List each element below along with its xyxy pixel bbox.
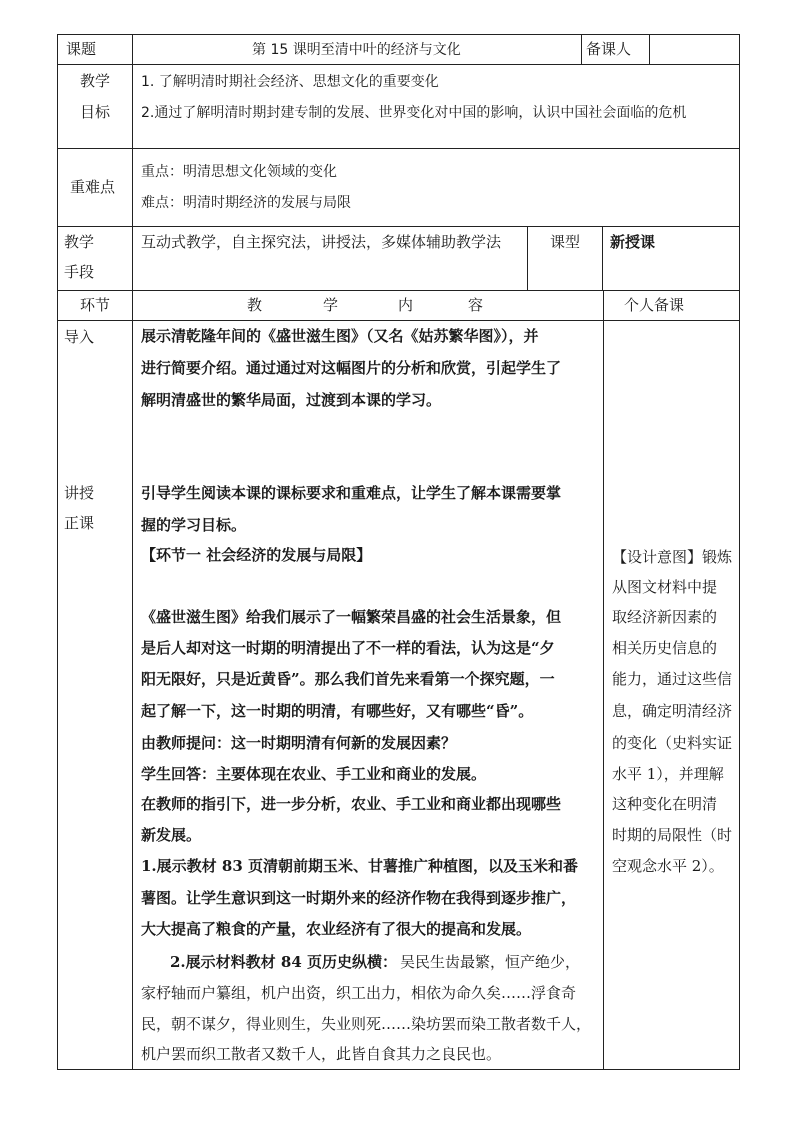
intro-line: 解明清盛世的繁华局面，过渡到本课的学习。 xyxy=(141,391,442,409)
stage-teaching-line2: 正课 xyxy=(64,514,95,532)
para-line: 起了解一下，这一时期的明清，有哪些好，又有哪些“昏”。 xyxy=(141,702,534,720)
note-line: 取经济新因素的 xyxy=(612,608,718,626)
item2-lead: 2.展示材料教材 84 页历史纵横： xyxy=(170,953,397,971)
note-line: 相关历史信息的 xyxy=(612,639,718,657)
lesson-type-label: 课型 xyxy=(550,233,581,251)
lesson-title: 第 15 课明至清中叶的经济与文化 xyxy=(252,42,461,58)
content-header-char-3: 内 xyxy=(398,296,414,314)
note-line: 水平 1），并理解 xyxy=(612,765,724,783)
para-line: 薯图。让学生意识到这一时期外来的经济作物在我得到逐步推广， xyxy=(141,889,577,907)
para-line: 新发展。 xyxy=(141,826,202,844)
focus-text: 重点：明清思想文化领域的变化 xyxy=(141,164,337,180)
goal-item-2: 2.通过了解明清时期封建专制的发展、世界变化对中国的影响，认识中国社会面临的危机 xyxy=(141,105,687,121)
methods-label-line2: 手段 xyxy=(64,263,95,281)
note-line: 时期的局限性（时 xyxy=(612,826,733,844)
note-line: 能力，通过这些信 xyxy=(612,670,733,688)
stage-teaching-line1: 讲授 xyxy=(64,484,95,502)
para-line: 1.展示教材 83 页清朝前期玉米、甘薯推广种植图，以及玉米和番 xyxy=(141,857,578,875)
para-line: 由教师提问：这一时期明清有何新的发展因素？ xyxy=(141,734,457,752)
methods-value: 互动式教学，自主探究法，讲授法，多媒体辅助教学法 xyxy=(141,233,502,251)
note-line: 息，确定明清经济 xyxy=(612,702,733,720)
content-header-char-1: 教 xyxy=(247,296,263,314)
para-line: 《盛世滋生图》给我们展示了一幅繁荣昌盛的社会生活景象，但 xyxy=(141,608,562,626)
lesson-type-value: 新授课 xyxy=(610,233,656,251)
note-line: 空观念水平 2）。 xyxy=(612,857,724,875)
content-header-char-4: 容 xyxy=(468,296,484,314)
intro-line: 展示清乾隆年间的《盛世滋生图》（又名《姑苏繁华图》），并 xyxy=(141,327,539,345)
item2-quote-line: 机户罢而织工散者又数千人，此皆自食其力之良民也。 xyxy=(141,1045,502,1063)
note-line: 从图文材料中提 xyxy=(612,578,718,596)
methods-label-line1: 教学 xyxy=(64,233,95,251)
item2-quote-line: 吴民生齿最繁，恒产绝少， xyxy=(400,953,581,971)
preparer-label: 备课人 xyxy=(586,40,632,58)
para-line: 在教师的指引下，进一步分析，农业、手工业和商业都出现哪些 xyxy=(141,795,562,813)
para-line: 大大提高了粮食的产量，农业经济有了很大的提高和发展。 xyxy=(141,920,532,938)
difficulty-text: 难点：明清时期经济的发展与局限 xyxy=(141,195,351,211)
guide-line: 引导学生阅读本课的课标要求和重难点，让学生了解本课需要掌 xyxy=(141,484,562,502)
content-header-char-2: 学 xyxy=(323,296,339,314)
notes-column-header: 个人备课 xyxy=(624,296,685,314)
para-line: 是后人却对这一时期的明清提出了不一样的看法，认为这是“夕 xyxy=(141,639,555,657)
goals-label-line1: 教学 xyxy=(80,72,111,90)
para-line: 学生回答：主要体现在农业、手工业和商业的发展。 xyxy=(141,765,487,783)
stage-intro: 导入 xyxy=(64,328,95,346)
key-points-label: 重难点 xyxy=(70,178,116,196)
section-title: 【环节一 社会经济的发展与局限】 xyxy=(141,546,372,564)
note-line: 的变化（史料实证 xyxy=(612,734,733,752)
item2-quote-line: 家杼轴而户纂组，机户出资，织工出力，相依为命久矣……浮食奇 xyxy=(141,984,577,1002)
goals-label-line2: 目标 xyxy=(80,103,111,121)
guide-line: 握的学习目标。 xyxy=(141,516,247,534)
para-line: 阳无限好，只是近黄昏”。那么我们首先来看第一个探究题，一 xyxy=(141,670,555,688)
note-line: 【设计意图】锻炼 xyxy=(612,548,733,566)
note-line: 这种变化在明清 xyxy=(612,795,718,813)
intro-line: 进行简要介绍。通过通过对这幅图片的分析和欣赏，引起学生了 xyxy=(141,359,562,377)
goal-item-1: 1. 了解明清时期社会经济、思想文化的重要变化 xyxy=(141,74,439,90)
item2-quote-line: 民，朝不谋夕，得业则生，失业则死……染坊罢而染工散者数千人， xyxy=(141,1015,592,1033)
stage-column-header: 环节 xyxy=(80,296,111,314)
topic-label: 课题 xyxy=(66,40,97,58)
